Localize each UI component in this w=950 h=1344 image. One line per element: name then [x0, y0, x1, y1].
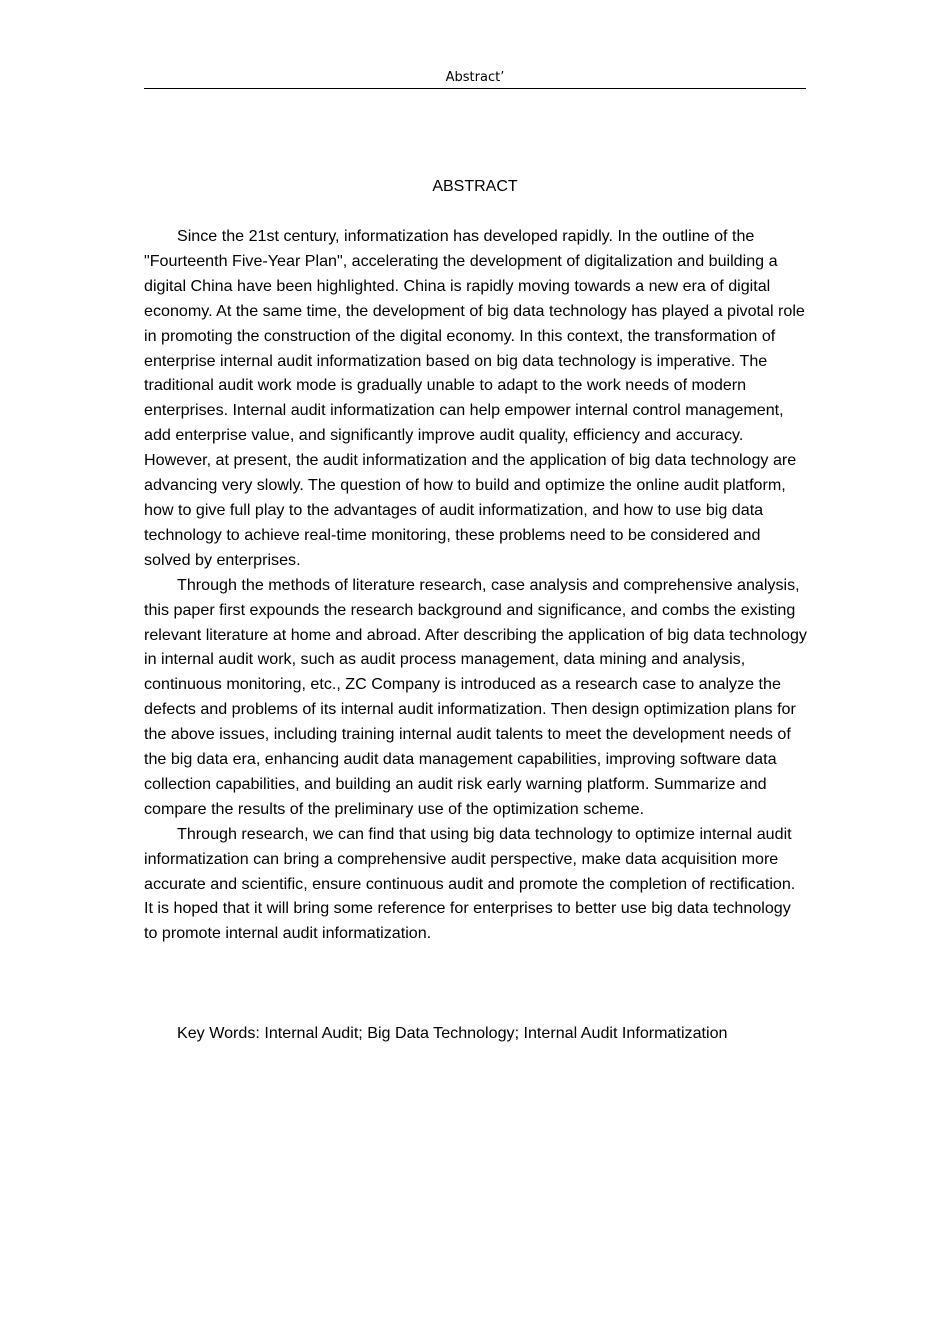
- abstract-paragraph-3: Through research, we can find that using big data technology to optimize internal audit informatization can bring a comprehensive audit perspective, make data acquisition more accurate and scientific, ensure continuous audit and promote the completion of rectification. It is hoped that it will bring some reference for enterprises to better use big data technology to promote internal audit informatization.: [144, 824, 796, 943]
- abstract-paragraph-1: Since the 21st century, informatization has developed rapidly. In the outline of the "Fourteenth Five-Year Plan", accelerating the development of digitalization and building a digital China have been highlighted. China is rapidly moving towards a new era of digital economy. At the same time, the development of big data technology has played a pivotal role in promoting the construction of the digital economy. In this context, the transformation of enterprise internal audit informatization based on big data technology is imperative. The traditional audit work mode is gradually unable to adapt to the work needs of modern enterprises. Internal audit informatization can help empower internal control management, add enterprise value, and significantly improve audit quality, efficiency and accuracy. However, at present, the audit informatization and the application of big data technology are advancing very slowly. The question of how to build and optimize the online audit platform, how to give full play to the advantages of audit informatization, and how to use big data technology to achieve real-time monitoring, these problems need to be considered and solved by enterprises.: [144, 227, 805, 569]
- running-header: Abstract’: [445, 70, 505, 85]
- keywords-line: Key Words: Internal Audit; Big Data Technology; Internal Audit Informatization: [177, 1024, 728, 1042]
- abstract-paragraph-2: Through the methods of literature research, case analysis and comprehensive analysis, this paper first expounds the research background and significance, and combs the existing relevant literature at home and abroad. After describing the application of big data technology in internal audit work, such as audit process management, data mining and analysis, continuous monitoring, etc., ZC Company is introduced as a research case to analyze the defects and problems of its internal audit informatization. Then design optimization plans for the above issues, including training internal audit talents to meet the development needs of the big data era, enhancing audit data management capabilities, improving software data collection capabilities, and building an audit risk early warning platform. Summarize and compare the results of the preliminary use of the optimization scheme.: [144, 575, 807, 818]
- header-rule: [144, 88, 806, 89]
- abstract-title: ABSTRACT: [432, 178, 518, 195]
- abstract-body: [144, 224, 808, 946]
